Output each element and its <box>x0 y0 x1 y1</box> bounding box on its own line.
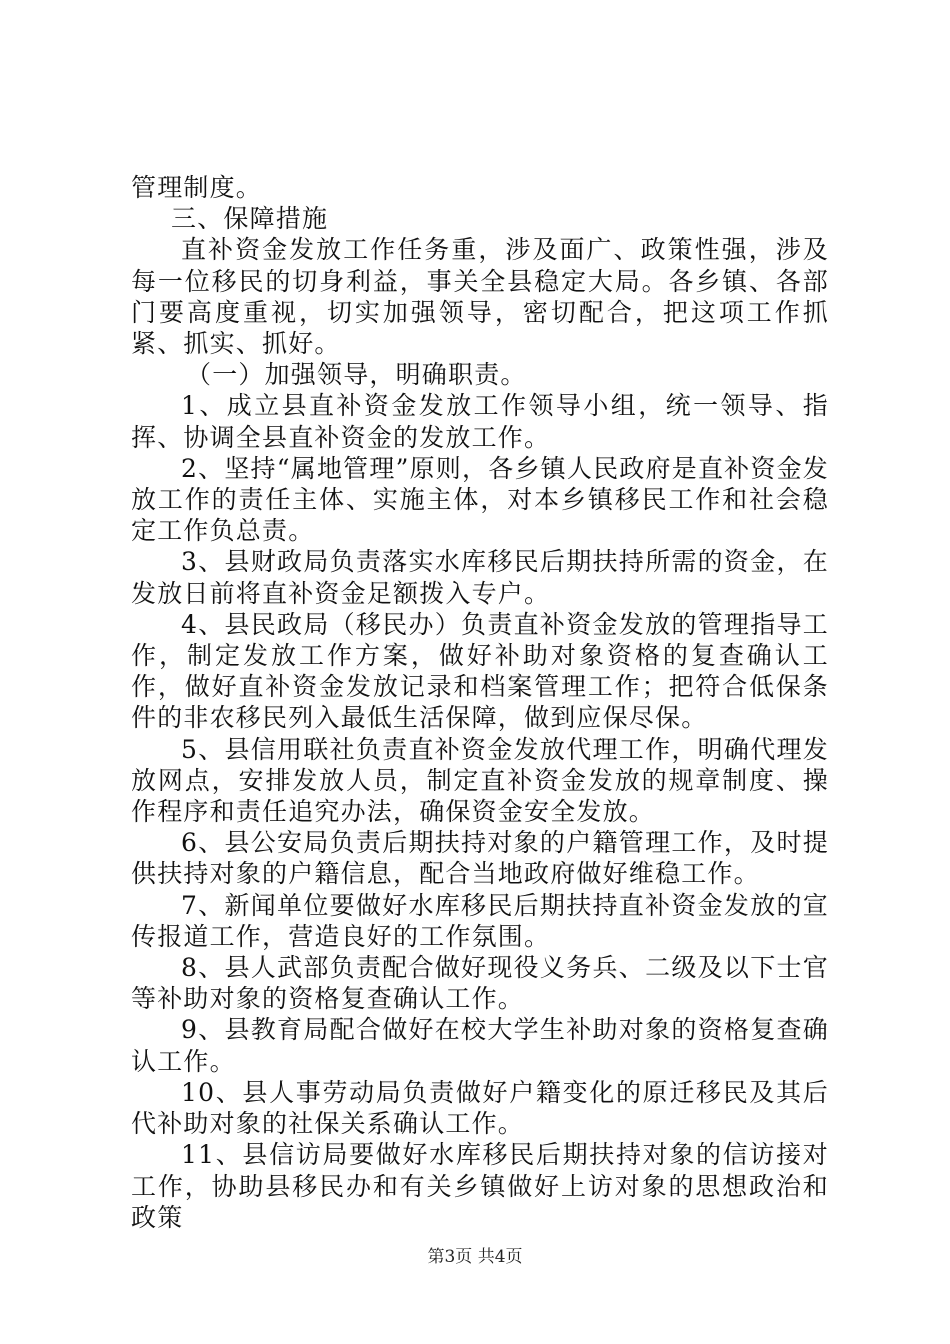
list-item: 2、坚持“属地管理”原则，各乡镇人民政府是直补资金发放工作的责任主体、实施主体，对本乡镇移民工作和社会稳定工作负总责。 <box>131 453 829 546</box>
paragraph: 直补资金发放工作任务重，涉及面广、政策性强，涉及每一位移民的切身利益，事关全县稳定大局。各乡镇、各部门要高度重视，切实加强领导，密切配合，把这项工作抓紧、抓实、抓好。 <box>131 235 829 359</box>
list-item: 9、县教育局配合做好在校大学生补助对象的资格复查确认工作。 <box>131 1015 829 1076</box>
document-body <box>131 172 829 1233</box>
list-item: 11、县信访局要做好水库移民后期扶持对象的信访接对工作，协助县移民办和有关乡镇做好上访对象的思想政治和政策 <box>131 1140 829 1232</box>
list-item: 6、县公安局负责后期扶持对象的户籍管理工作，及时提供扶持对象的户籍信息，配合当地政府做好维稳工作。 <box>131 828 829 889</box>
section-heading: 三、保障措施 <box>171 204 329 234</box>
list-item: 5、县信用联社负责直补资金发放代理工作，明确代理发放网点，安排发放人员，制定直补资金发放的规章制度、操作程序和责任追究办法，确保资金安全发放。 <box>131 734 829 827</box>
list-item: 1、成立县直补资金发放工作领导小组，统一领导、指挥、协调全县直补资金的发放工作。 <box>131 391 829 452</box>
list-item: 4、县民政局（移民办）负责直补资金发放的管理指导工作，制定发放工作方案，做好补助对象资格的复查确认工作，做好直补资金发放记录和档案管理工作；把符合低保条件的非农移民列入最低生活保障，做到应保尽保。 <box>131 609 829 733</box>
list-item: 7、新闻单位要做好水库移民后期扶持直补资金发放的宣传报道工作，营造良好的工作氛围。 <box>131 890 829 951</box>
list-item: 10、县人事劳动局负责做好户籍变化的原迁移民及其后代补助对象的社保关系确认工作。 <box>131 1077 829 1139</box>
list-item: 8、县人武部负责配合做好现役义务兵、二级及以下士官等补助对象的资格复查确认工作。 <box>131 953 829 1014</box>
list-item: 3、县财政局负责落实水库移民后期扶持所需的资金，在发放日前将直补资金足额拨入专户。 <box>131 547 829 608</box>
paragraph-continuation: 管理制度。 <box>131 173 263 202</box>
page-number-footer: 第3页 共4页 <box>427 1247 523 1267</box>
subsection-heading: （一）加强领导，明确职责。 <box>186 360 527 390</box>
